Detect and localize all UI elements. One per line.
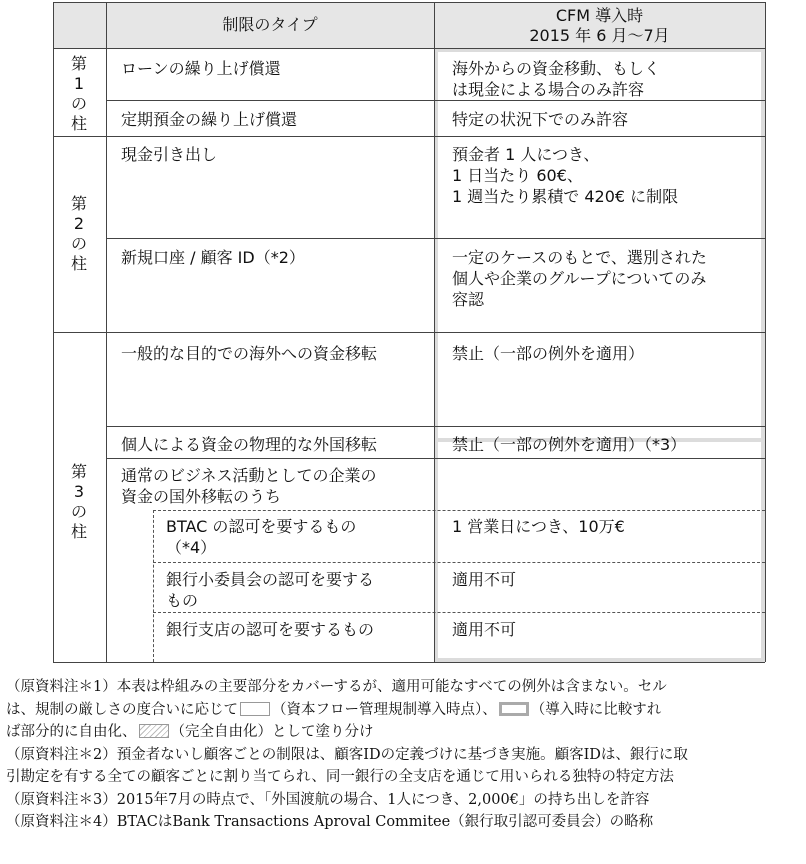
type-business-transfer-line1: 通常のビジネス活動としての企業の [121, 466, 377, 485]
footnotes [6, 676, 806, 834]
value-cash-line3: 1 週当たり累積で 420€ に制限 [452, 187, 679, 206]
row-divider-4 [106, 458, 765, 459]
note-2-line2: 引勘定を有する全ての顧客ごとに割り当てられ、同一銀行の全支店を通じて用いられる独特の特定方法 [6, 769, 674, 785]
table-border-left [53, 2, 54, 662]
header-divider [53, 48, 765, 49]
note-1-line3 [6, 721, 806, 744]
value-time-deposit: 特定の状況下でのみ許容 [452, 110, 629, 129]
note-1-text-b: （資本フロー管理規制導入時点）、 [272, 701, 497, 718]
pillar-1-label: 第1の柱 [70, 54, 87, 133]
value-btac: 1 営業日につき、10万€ [452, 517, 625, 536]
type-btac-line1: BTAC の認可を要するもの [166, 517, 357, 536]
value-cash-line2: 1 日当たり 60€、 [452, 166, 583, 185]
pillar-2-label: 第2の柱 [70, 194, 87, 273]
table-border-right [765, 2, 766, 662]
row-divider-2 [106, 238, 765, 239]
note-1-text-a: は、規制の厳しさの度合いに応じて [6, 701, 238, 718]
type-btac-line2: （*4） [166, 538, 217, 557]
type-bank-subcommittee-line2: もの [166, 591, 199, 610]
type-business-transfer-line2: 資金の国外移転のうち [121, 487, 282, 506]
type-bank-branch: 銀行支店の認可を要するもの [166, 620, 375, 639]
pillar-divider-2 [53, 332, 765, 333]
note-1-line2 [6, 699, 806, 722]
restriction-table [53, 2, 765, 662]
row-divider-1 [106, 100, 765, 101]
note-1-text-d: ば部分的に自由化、 [6, 724, 137, 740]
sub-row-indent [153, 510, 154, 662]
header-cfm-line1: CFM 導入時 [555, 6, 644, 25]
note-4: （原資料注＊4）BTACはBank Transactions Aproval Commitee（銀行取引認可委員会）の略称 [6, 814, 654, 830]
type-physical-transfer: 個人による資金の物理的な外国移転 [121, 435, 378, 454]
pillar-column-divider [106, 2, 107, 662]
header-cfm-line2: 2015 年 6 月〜7月 [529, 26, 670, 45]
swatch-hatched [139, 724, 169, 738]
value-cash-line1: 預金者 1 人につき、 [452, 145, 600, 164]
value-physical-transfer: 禁止（一部の例外を適用）（*3） [452, 435, 687, 454]
sub-divider-2 [153, 562, 765, 563]
swatch-gray [499, 702, 529, 716]
note-1-text-e: （完全自由化）として塗り分け [170, 724, 374, 740]
pillar-3-label: 第3の柱 [70, 462, 87, 541]
type-new-account: 新規口座 / 顧客 ID（*2） [121, 248, 305, 267]
value-loan-line1: 海外からの資金移動、もしく [452, 59, 661, 78]
type-time-deposit-early-repayment: 定期預金の繰り上げ償還 [121, 110, 298, 129]
pillar-divider-1 [53, 136, 765, 137]
row-divider-3 [106, 426, 765, 427]
table-border-top [53, 2, 765, 3]
type-cash-withdrawal: 現金引き出し [121, 145, 218, 164]
note-2-line1: （原資料注＊2）預金者ないし顧客ごとの制限は、顧客IDの定義づけに基づき実施。顧客IDは、銀行に取 [6, 746, 688, 763]
type-loan-early-repayment: ローンの繰り上げ償還 [121, 59, 281, 78]
value-new-account-line1: 一定のケースのもとで、選別された [452, 248, 707, 267]
swatch-white [240, 702, 270, 716]
value-bank-branch: 適用不可 [452, 620, 517, 639]
note-3: （原資料注＊3）2015年7月の時点で、「外国渡航の場合、1人につき、2,000€」の持ち出しを許容 [6, 791, 650, 808]
sub-divider-1 [153, 510, 765, 511]
value-loan-line2: は現金による場合のみ許容 [452, 80, 645, 99]
value-general-transfer: 禁止（一部の例外を適用） [452, 344, 645, 363]
table-border-bottom [53, 662, 765, 663]
type-general-transfer: 一般的な目的での海外への資金移転 [121, 344, 378, 363]
sub-divider-3 [153, 612, 765, 613]
value-column-divider [434, 2, 435, 662]
value-bank-subcommittee: 適用不可 [452, 570, 517, 589]
note-1-text-c: （導入時に比較すれ [530, 701, 662, 718]
header-type-label: 制限のタイプ [222, 15, 318, 34]
type-bank-subcommittee-line1: 銀行小委員会の認可を要する [166, 570, 375, 589]
value-new-account-line3: 容認 [452, 290, 485, 309]
value-new-account-line2: 個人や企業のグループについてのみ [452, 269, 707, 288]
note-1-line1: （原資料注＊1）本表は枠組みの主要部分をカバーするが、適用可能なすべての例外は含まない。セル [6, 679, 667, 695]
